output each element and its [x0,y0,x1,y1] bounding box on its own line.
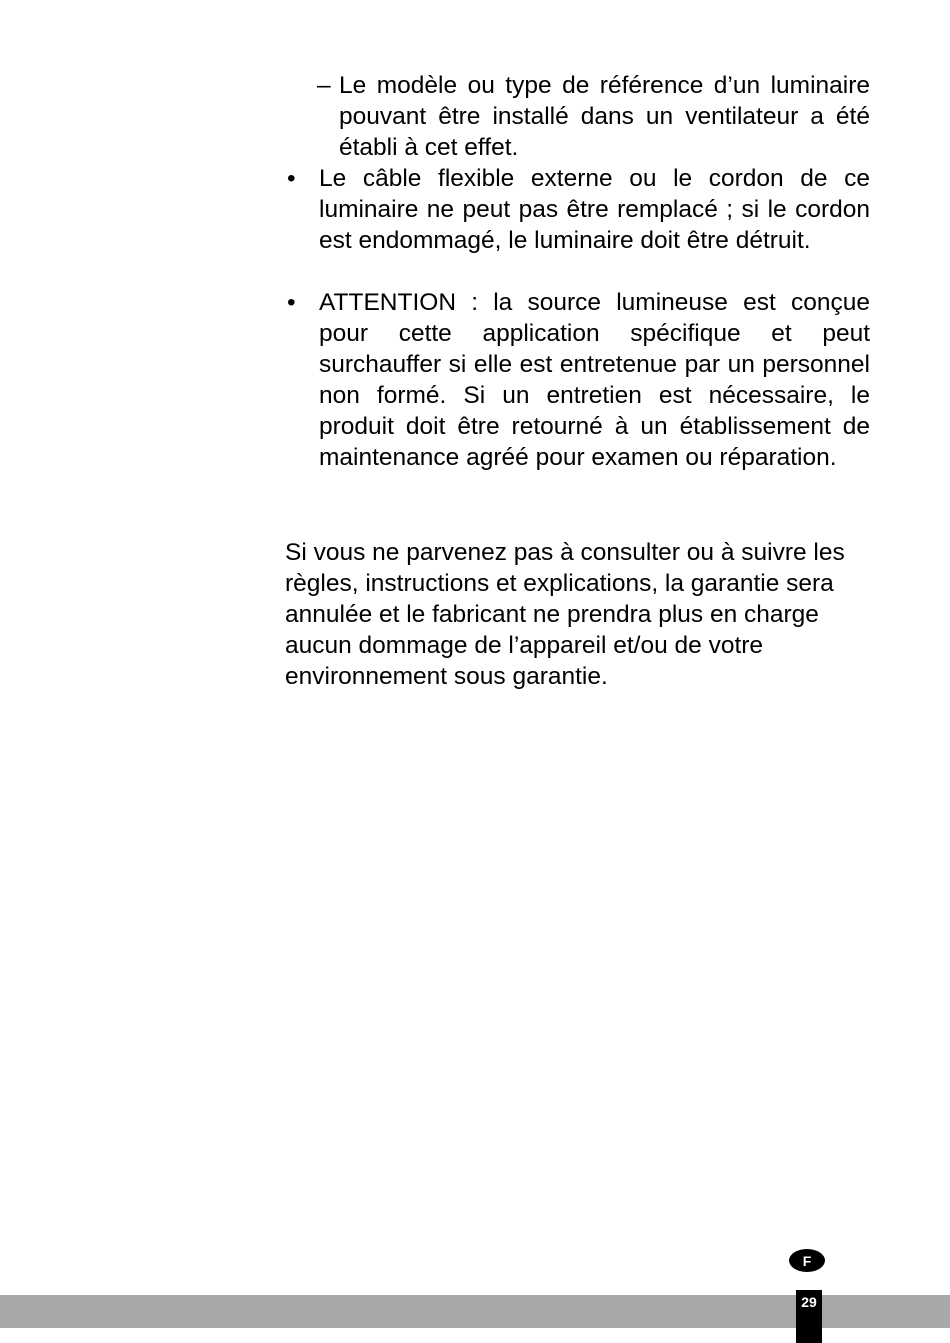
bullet-text-attention: ATTENTION : la source lumineuse est conçue pour cette application spécifique et peut surchauffer si elle est entretenue par un personnel non formé. Si un entretien est nécessaire, le produit doit être retourné à un établissement de maintenance agréé pour examen ou réparation. [319,289,870,471]
bullet-marker: • [287,165,296,192]
dash-item-text: Le modèle ou type de référence d’un luminaire pouvant être installé dans un ventilateur a été établi à cet effet. [339,72,870,161]
bullet-item-attention [285,287,870,473]
dash-list-item [317,70,870,163]
language-badge-label: F [802,1252,812,1269]
page-content [285,70,870,692]
warranty-paragraph: Si vous ne parvenez pas à consulter ou à suivre les règles, instructions et explications, la garantie sera annulée et le fabricant ne prendra plus en charge aucun dommage de l’appareil et/ou de votre environnement sous garantie. [285,539,845,690]
bullet-item-cable [285,163,870,256]
page-number: 29 [801,1294,817,1310]
page-number-box [796,1290,822,1343]
bullet-marker: • [287,289,296,316]
language-badge [789,1249,825,1272]
bullet-text-cable: Le câble flexible externe ou le cordon de ce luminaire ne peut pas être remplacé ; si le cordon est endommagé, le luminaire doit être détruit. [319,165,870,254]
dash-marker: – [317,72,331,99]
